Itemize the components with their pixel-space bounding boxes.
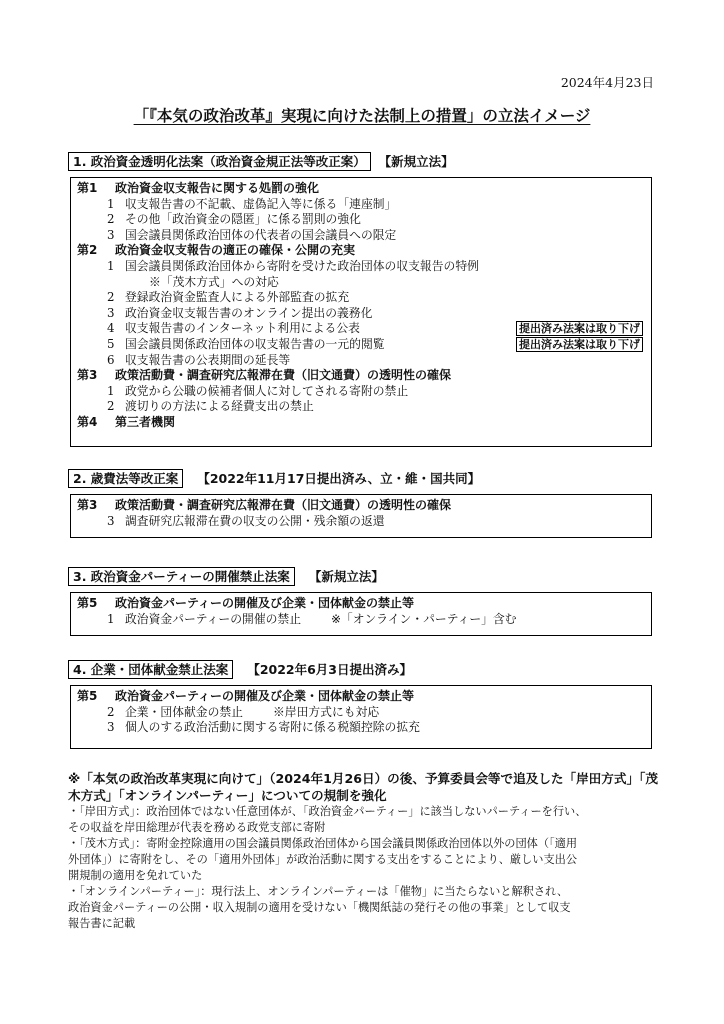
item-number: 6: [107, 352, 115, 367]
article-heading: [77, 498, 645, 514]
list-item: [77, 720, 645, 736]
item-text: 企業・団体献金の禁止: [125, 704, 243, 719]
item-number: 5: [107, 336, 115, 351]
article-heading: [77, 596, 645, 612]
sub-note: [77, 275, 645, 291]
section-4-name: 4. 企業・団体献金禁止法案: [68, 660, 233, 679]
item-text: 個人のする政治活動に関する寄附に係る税額控除の拡充: [125, 720, 420, 735]
article-title: 政治資金収支報告に関する処罰の強化: [115, 181, 320, 195]
page-title: 「『本気の政治改革』実現に向けた法制上の措置」の立法イメージ: [133, 107, 591, 125]
item-number: 1: [107, 196, 115, 211]
item-text: その他「政治資金の隠匿」に係る罰則の強化: [125, 212, 361, 227]
list-item: [77, 353, 645, 369]
footer-notes: [68, 770, 668, 932]
article-number: 第5: [77, 596, 98, 610]
section-2-name: 2. 歳費法等改正案: [68, 469, 183, 488]
item-text: 渡切りの方法による経費支出の禁止: [125, 399, 314, 414]
footer-heading: ※「本気の政治改革実現に向けて」（2024年1月26日）の後、予算委員会等で追及した「岸田方式」「茂木方式」「オンラインパーティー」についての規制を強化: [68, 771, 658, 803]
section-3-name: 3. 政治資金パーティーの開催禁止法案: [68, 567, 295, 586]
article-heading: [77, 689, 645, 705]
item-text: 調査研究広報滞在費の収支の公開・残余額の返還: [125, 513, 385, 528]
item-text: 政治資金パーティーの開催の禁止: [125, 611, 302, 626]
item-number: 3: [107, 305, 115, 320]
article-title: 政治資金収支報告の適正の確保・公開の充実: [115, 243, 356, 258]
footer-lines: [68, 804, 668, 932]
article-heading: [77, 415, 645, 431]
footer-line: ・「オンラインパーティー」：現行法上、オンラインパーティーは「催物」に当たらないと解釈され、: [68, 885, 569, 898]
item-number: 1: [107, 611, 115, 626]
item-number: 2: [107, 704, 115, 719]
footer-line: ・「岸田方式」：政治団体ではない任意団体が、「政治資金パーティー」に該当しないパーティーを行い、: [68, 805, 587, 818]
article-number: 第1: [77, 181, 98, 195]
section-3-heading: [68, 567, 384, 585]
item-text: 政党から公職の候補者個人に対してされる寄附の禁止: [125, 383, 409, 398]
list-item: [77, 612, 645, 628]
item-note: ※岸田方式にも対応: [272, 704, 380, 719]
document-date: 2024年4月23日: [560, 75, 654, 90]
item-text: 収支報告書のインターネット利用による公表: [125, 321, 360, 336]
footer-line: 外団体」）に寄附をし、その「適用外団体」が政治活動に関する支出をすることにより、厳しい支出公: [68, 853, 578, 866]
item-number: 2: [107, 212, 115, 227]
withdrawn-badge: 提出済み法案は取り下げ: [516, 337, 643, 352]
section-2-heading: [68, 469, 480, 487]
item-number: 3: [107, 513, 115, 528]
list-item: [77, 212, 645, 228]
list-item: [77, 514, 645, 530]
item-text: 国会議員関係政治団体の代表者の国会議員への限定: [125, 227, 397, 242]
item-text: 収支報告書の公表期間の延長等: [125, 352, 291, 367]
list-item: [77, 228, 645, 244]
item-number: 2: [107, 290, 115, 305]
item-text: 政治資金収支報告書のオンライン提出の義務化: [125, 305, 373, 320]
article-number: 第3: [77, 498, 98, 512]
section-2-box: [70, 494, 652, 538]
item-number: 1: [107, 258, 115, 273]
withdrawn-badge: 提出済み法案は取り下げ: [516, 321, 643, 336]
list-item: [77, 290, 645, 306]
item-text: 国会議員関係政治団体の収支報告書の一元的閲覧: [125, 336, 385, 351]
section-3-box: [70, 592, 652, 636]
article-title: 政策活動費・調査研究広報滞在費（旧文通費）の透明性の確保: [115, 368, 452, 383]
section-1-tag: 【新規立法】: [384, 154, 454, 169]
list-item: [77, 399, 645, 415]
section-2-tag: 【2022年11月17日提出済み、立・維・国共同】: [197, 471, 481, 486]
item-text: 登録政治資金監査人による外部監査の拡充: [125, 290, 350, 305]
sub-note-text: ※「茂木方式」への対応: [149, 274, 279, 289]
article-heading: [77, 181, 645, 197]
item-number: 1: [107, 383, 115, 398]
item-number: 4: [107, 321, 115, 336]
item-number: 2: [107, 399, 115, 414]
list-item: [77, 705, 645, 721]
footer-line: 開規制の適用を免れていた: [68, 869, 203, 882]
item-text: 国会議員関係政治団体から寄附を受けた政治団体の収支報告の特例: [125, 258, 479, 273]
article-number: 第2: [77, 243, 98, 258]
article-title: 政治資金パーティーの開催及び企業・団体献金の禁止等: [115, 689, 415, 703]
article-title: 政策活動費・調査研究広報滞在費（旧文通費）の透明性の確保: [115, 498, 452, 512]
article-number: 第4: [77, 414, 98, 429]
section-4-box: [70, 685, 652, 749]
list-item: [77, 197, 645, 213]
list-item: [77, 337, 645, 353]
article-heading: [77, 243, 645, 259]
item-text: 収支報告書の不記載、虚偽記入等に係る「連座制」: [125, 196, 397, 211]
footer-line: 政治資金パーティーの公開・収入規制の適用を受けない「機関紙誌の発行その他の事業」として収支: [68, 901, 571, 914]
section-4-heading: [68, 660, 412, 678]
article-number: 第3: [77, 368, 98, 383]
article-title: 第三者機関: [115, 414, 176, 429]
item-number: 3: [107, 720, 115, 735]
list-item: [77, 306, 645, 322]
article-title: 政治資金パーティーの開催及び企業・団体献金の禁止等: [115, 596, 415, 610]
list-item: [77, 321, 645, 337]
section-3-tag: 【新規立法】: [308, 569, 384, 584]
section-1-box: [70, 177, 652, 447]
section-1-heading: [68, 152, 454, 170]
list-item: [77, 259, 645, 275]
footer-line: 報告書に記載: [68, 917, 136, 930]
section-1-name: 1. 政治資金透明化法案（政治資金規正法等改正案）: [68, 152, 371, 171]
article-heading: [77, 368, 645, 384]
item-note: ※「オンライン・パーティー」含む: [331, 611, 517, 626]
list-item: [77, 384, 645, 400]
item-number: 3: [107, 227, 115, 242]
article-number: 第5: [77, 689, 98, 703]
section-4-tag: 【2022年6月3日提出済み】: [247, 662, 412, 677]
footer-line: その収益を岸田総理が代表を務める政党支部に寄附: [68, 821, 326, 834]
footer-line: ・「茂木方式」：寄附金控除適用の国会議員関係政治団体から国会議員関係政治団体以外の団体（「適用: [68, 837, 578, 850]
